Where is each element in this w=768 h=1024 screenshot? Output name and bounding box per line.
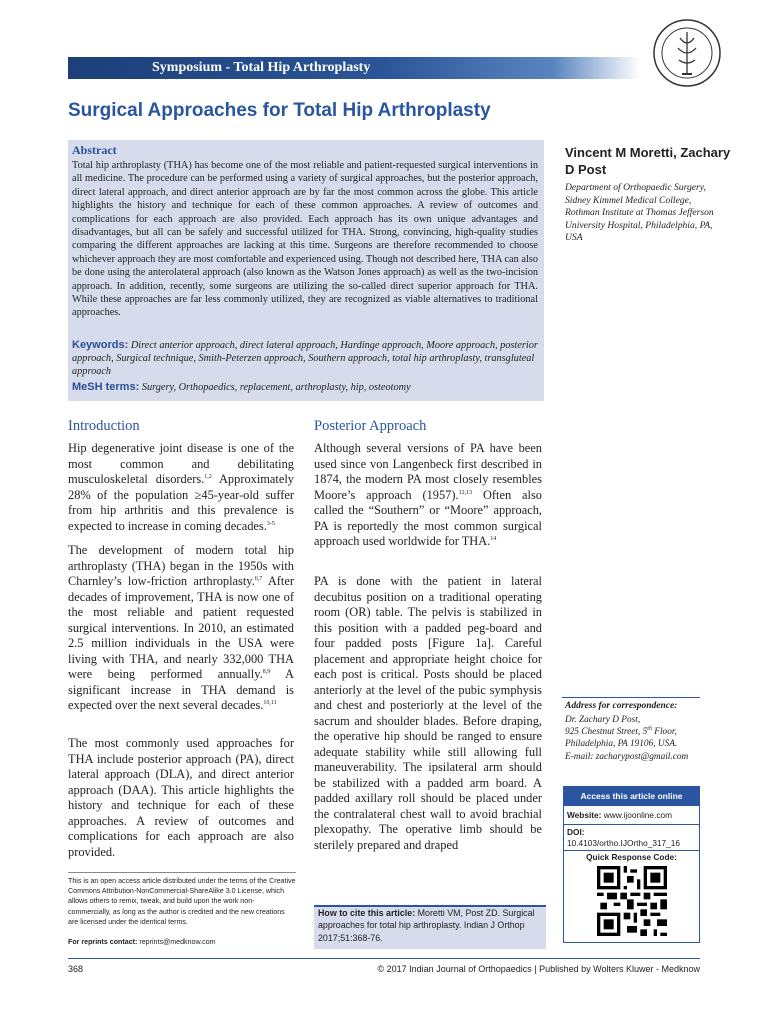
mesh-label: MeSH terms: <box>72 381 140 393</box>
qr-label: Quick Response Code: <box>586 852 677 862</box>
symposium-title: Symposium - Total Hip Arthroplasty <box>152 60 371 75</box>
access-doi: DOI: 10.4103/ortho.IJOrtho_317_16 <box>564 825 699 851</box>
reprints: For reprints contact: reprints@medknow.com <box>68 938 216 946</box>
posterior-paragraph-2: PA is done with the patient in lateral decubitus position on a traditional operating room (OR) table. The pelvis is stabilized in this position with a padded peg-board and four padded posts [Figure 1a]. Careful placement and appropriate height choice for each post is critical. Posts should be placed anteriorly at the level of the pubic symphysis and chest and posteriorly at the level of the sacrum and shoulder blades. Before draping, the operative hip should be ranged to ensure adequate stability while still allowing full maneuverability. The ipsilateral arm should be stabilized with a padded arm board. A padded axillary roll should be placed under the contralateral chest wall to avoid brachial plexopathy. The operative limb should be sterilely prepared and draped <box>314 574 542 852</box>
journal-seal-icon <box>652 18 722 88</box>
intro-paragraph-2: The development of modern total hip arthroplasty (THA) began in the 1950s with Charnley’s low-friction arthroplasty.$^{6,7}$ After decades of improvement, THA is now one of the most reliable and patient requested surgical interventions. In 2010, an estimated 2.5 million individuals in the USA were living with THA, and nearly 332,000 THA were being performed annually.$^{8,9}$ A significant increase in THA demand is expected over the next several decades.$^{10,11}$ <box>68 543 294 712</box>
keywords-text: Direct anterior approach, direct lateral approach, Hardinge approach, Moore approach, posterior approach, Surgical technique, Smith-Peterzen approach, Southern approach, total hip arthroplasty, transgluteal approach <box>72 340 538 378</box>
intro-paragraph-3: The most commonly used approaches for THA include posterior approach (PA), direct lateral approach (DLA), and direct anterior approach (DAA). This article highlights the history and technique for each of these approaches. A review of outcomes and complications for each approach are also provided. <box>68 736 294 859</box>
footer-rule <box>68 958 700 959</box>
keywords-label: Keywords: <box>72 339 129 351</box>
reprints-email[interactable]: reprints@medknow.com <box>139 938 216 946</box>
correspondence-email[interactable]: E-mail: zacharypost@gmail.com <box>565 751 689 762</box>
posterior-heading: Posterior Approach <box>314 418 427 434</box>
intro-paragraph-1: Hip degenerative joint disease is one of the most common and debilitating musculoskeletal disorders.$^{1,2}$ Approximately 28% of the population ≥45-year-old suffer from hip arthritis and this prevalence is expected to increase in coming decades.$^{3-5}$ <box>68 441 294 533</box>
correspondence-label: Address for correspondence: <box>565 701 678 711</box>
correspondence-address: Dr. Zachary D Post, 925 Chestnut Street, 5th Floor, Philadelphia, PA 19106, USA. E-mail: zacharypost@gmail.com <box>565 714 705 763</box>
footer-publisher: © 2017 Indian Journal of Orthopaedics | Published by Wolters Kluwer - Medknow <box>377 964 700 974</box>
correspondence-rule <box>562 697 700 698</box>
website-link[interactable]: www.ijoonline.com <box>603 810 672 820</box>
doi-link[interactable]: 10.4103/ortho.IJOrtho_317_16 <box>567 838 681 848</box>
posterior-paragraph-1: Although several versions of PA have been used since von Langenbeck first described in 1874, the modern PA most closely resembles Moore’s approach (1957).$^{12,13}$ Often also called the “Southern” or “Moore” approach, PA is reportedly the most common surgical approach used worldwide for THA.$^{14}$ <box>314 441 542 548</box>
intro-heading: Introduction <box>68 418 140 434</box>
access-heading: Access this article online <box>564 787 699 806</box>
article-title: Surgical Approaches for Total Hip Arthroplasty <box>68 100 491 121</box>
license-text: This is an open access article distributed under the terms of the Creative Commons Attribution-NonCommercial-ShareAlike 3.0 License, which allows others to remix, tweak, and build upon the work non-commercially, as long as the author is credited and the new creations are licensed under the identical terms. <box>68 877 296 926</box>
mesh-terms <box>72 381 538 394</box>
license-rule <box>68 872 296 873</box>
keywords <box>72 339 538 379</box>
qr-code-icon[interactable] <box>597 866 667 936</box>
author-affiliation: Department of Orthopaedic Surgery, Sidney Kimmel Medical College, Rothman Institute at Thomas Jefferson University Hospital, Philadelphia, PA, USA <box>565 182 714 244</box>
author-names: Vincent M Moretti, Zachary D Post <box>565 145 731 177</box>
page-number: 368 <box>68 964 84 974</box>
mesh-text: Surgery, Orthopaedics, replacement, arthroplasty, hip, osteotomy <box>141 382 411 393</box>
abstract-text: Total hip arthroplasty (THA) has become one of the most reliable and patient-requested surgical interventions in all medicine. The procedure can be performed using a variety of surgical approaches, but the posterior approach, direct lateral approach, and direct anterior approach are by far the most common across the globe. This article highlights the history and technique for each of these common approaches. A review of outcomes and complications for each approach are also provided. Each approach has its own unique advantages and disadvantages, but all can be safely and successful utilized for THA. Strong, convincing, high-quality studies comparing the different approaches are lacking at this time. Surgeons are therefore recommended to choose whichever approach they are most comfortable and experienced using. Though not described here, THA can also be done using the anterolateral approach (also known as the Watson Jones approach) as well as the two-incision approach. In addition, recently, some surgeons are utilizing the so-called direct superior approach for THA. While these approaches are far less commonly utilized, they are recognized as viable alternatives to traditional approaches. <box>72 160 538 319</box>
access-website: Website: www.ijoonline.com <box>564 806 699 825</box>
abstract-heading: Abstract <box>72 143 117 157</box>
cite-text: How to cite this article: Moretti VM, Post ZD. Surgical approaches for total hip arthroplasty. Indian J Orthop 2017;51:368-76. <box>318 908 535 943</box>
